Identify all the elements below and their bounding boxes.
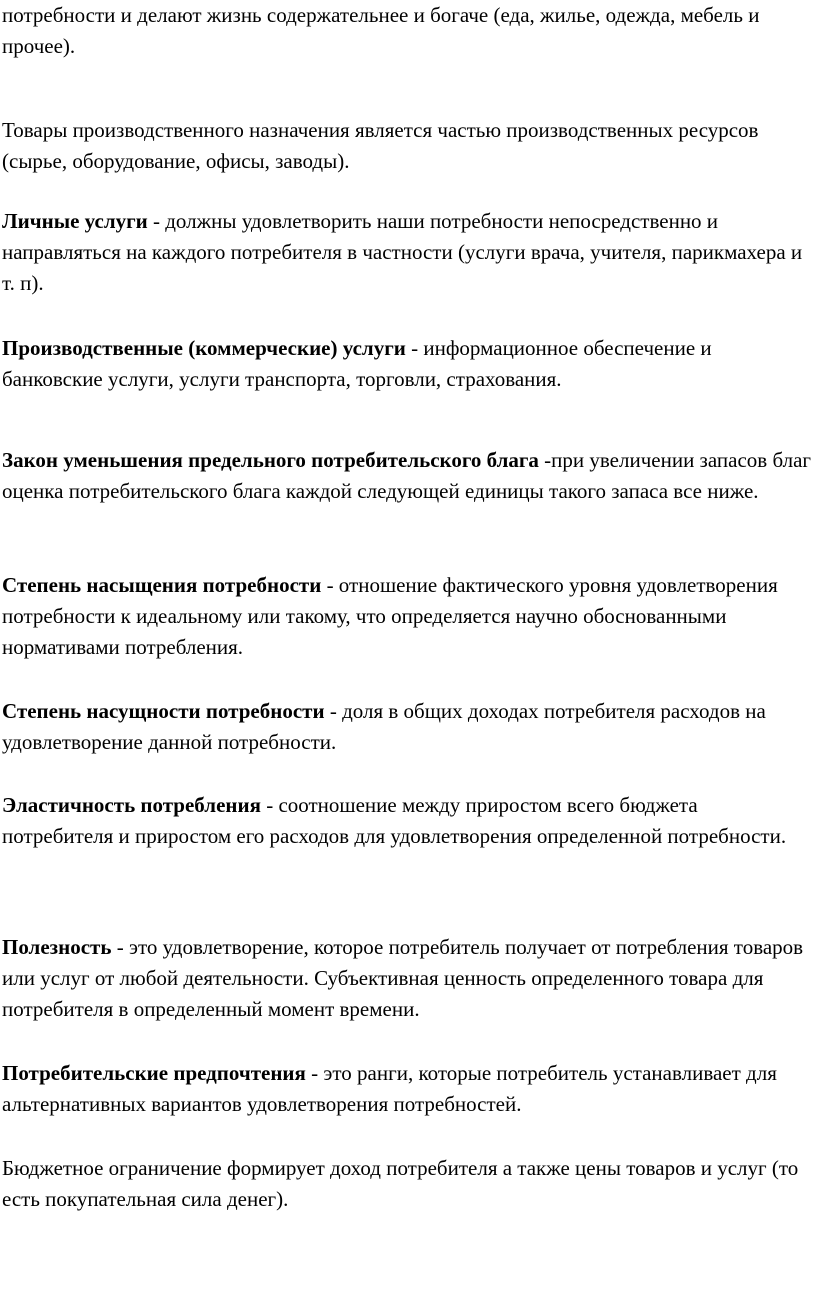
definition-term: Степень насущности потребности xyxy=(2,699,325,723)
definition-utility xyxy=(2,932,814,1025)
definition-text: -при увеличении запасов благ оценка потребительского блага каждой следующей единицы такого запаса все ниже. xyxy=(2,448,812,503)
definition-consumption-elasticity xyxy=(2,790,814,852)
definition-term: Эластичность потребления xyxy=(2,793,261,817)
paragraph-needs-continuation xyxy=(2,0,814,62)
definition-commercial-services xyxy=(2,333,814,395)
paragraph-text: потребности и делают жизнь содержательнее и богаче (еда, жилье, одежда, мебель и прочее). xyxy=(2,3,760,58)
definition-text: - соотношение между приростом всего бюджета потребителя и приростом его расходов для удовлетворения определенной потребности. xyxy=(2,793,787,848)
definition-term: Личные услуги xyxy=(2,209,148,233)
paragraph-budget-constraint xyxy=(2,1153,814,1215)
definition-personal-services xyxy=(2,206,814,299)
definition-diminishing-utility-law xyxy=(2,445,814,507)
definition-term: Полезность xyxy=(2,935,112,959)
paragraph-text: Бюджетное ограничение формирует доход потребителя а также цены товаров и услуг (то есть покупательная сила денег). xyxy=(2,1156,799,1211)
paragraph-text: Товары производственного назначения является частью производственных ресурсов (сырье, оборудование, офисы, заводы). xyxy=(2,118,759,173)
definition-text: - доля в общих доходах потребителя расходов на удовлетворение данной потребности. xyxy=(2,699,766,754)
definition-need-saturation xyxy=(2,570,814,663)
definition-consumer-preferences xyxy=(2,1058,814,1120)
definition-text: - должны удовлетворить наши потребности непосредственно и направляться на каждого потребителя в частности (услуги врача, учителя, парикмахера и т. п). xyxy=(2,209,803,295)
definition-text: - отношение фактического уровня удовлетворения потребности к идеальному или такому, что определяется научно обоснованными нормативами потребления. xyxy=(2,573,778,659)
paragraph-production-goods xyxy=(2,115,814,177)
definition-term: Закон уменьшения предельного потребительского блага xyxy=(2,448,539,472)
definition-term: Степень насыщения потребности xyxy=(2,573,322,597)
definition-need-urgency xyxy=(2,696,814,758)
definition-text: - информационное обеспечение и банковские услуги, услуги транспорта, торговли, страхования. xyxy=(2,336,712,391)
definition-term: Потребительские предпочтения xyxy=(2,1061,306,1085)
definition-text: - это ранги, которые потребитель устанавливает для альтернативных вариантов удовлетворения потребностей. xyxy=(2,1061,777,1116)
definition-text: - это удовлетворение, которое потребитель получает от потребления товаров или услуг от любой деятельности. Субъективная ценность определенного товара для потребителя в определенный момент времени. xyxy=(2,935,804,1021)
definition-term: Производственные (коммерческие) услуги xyxy=(2,336,406,360)
